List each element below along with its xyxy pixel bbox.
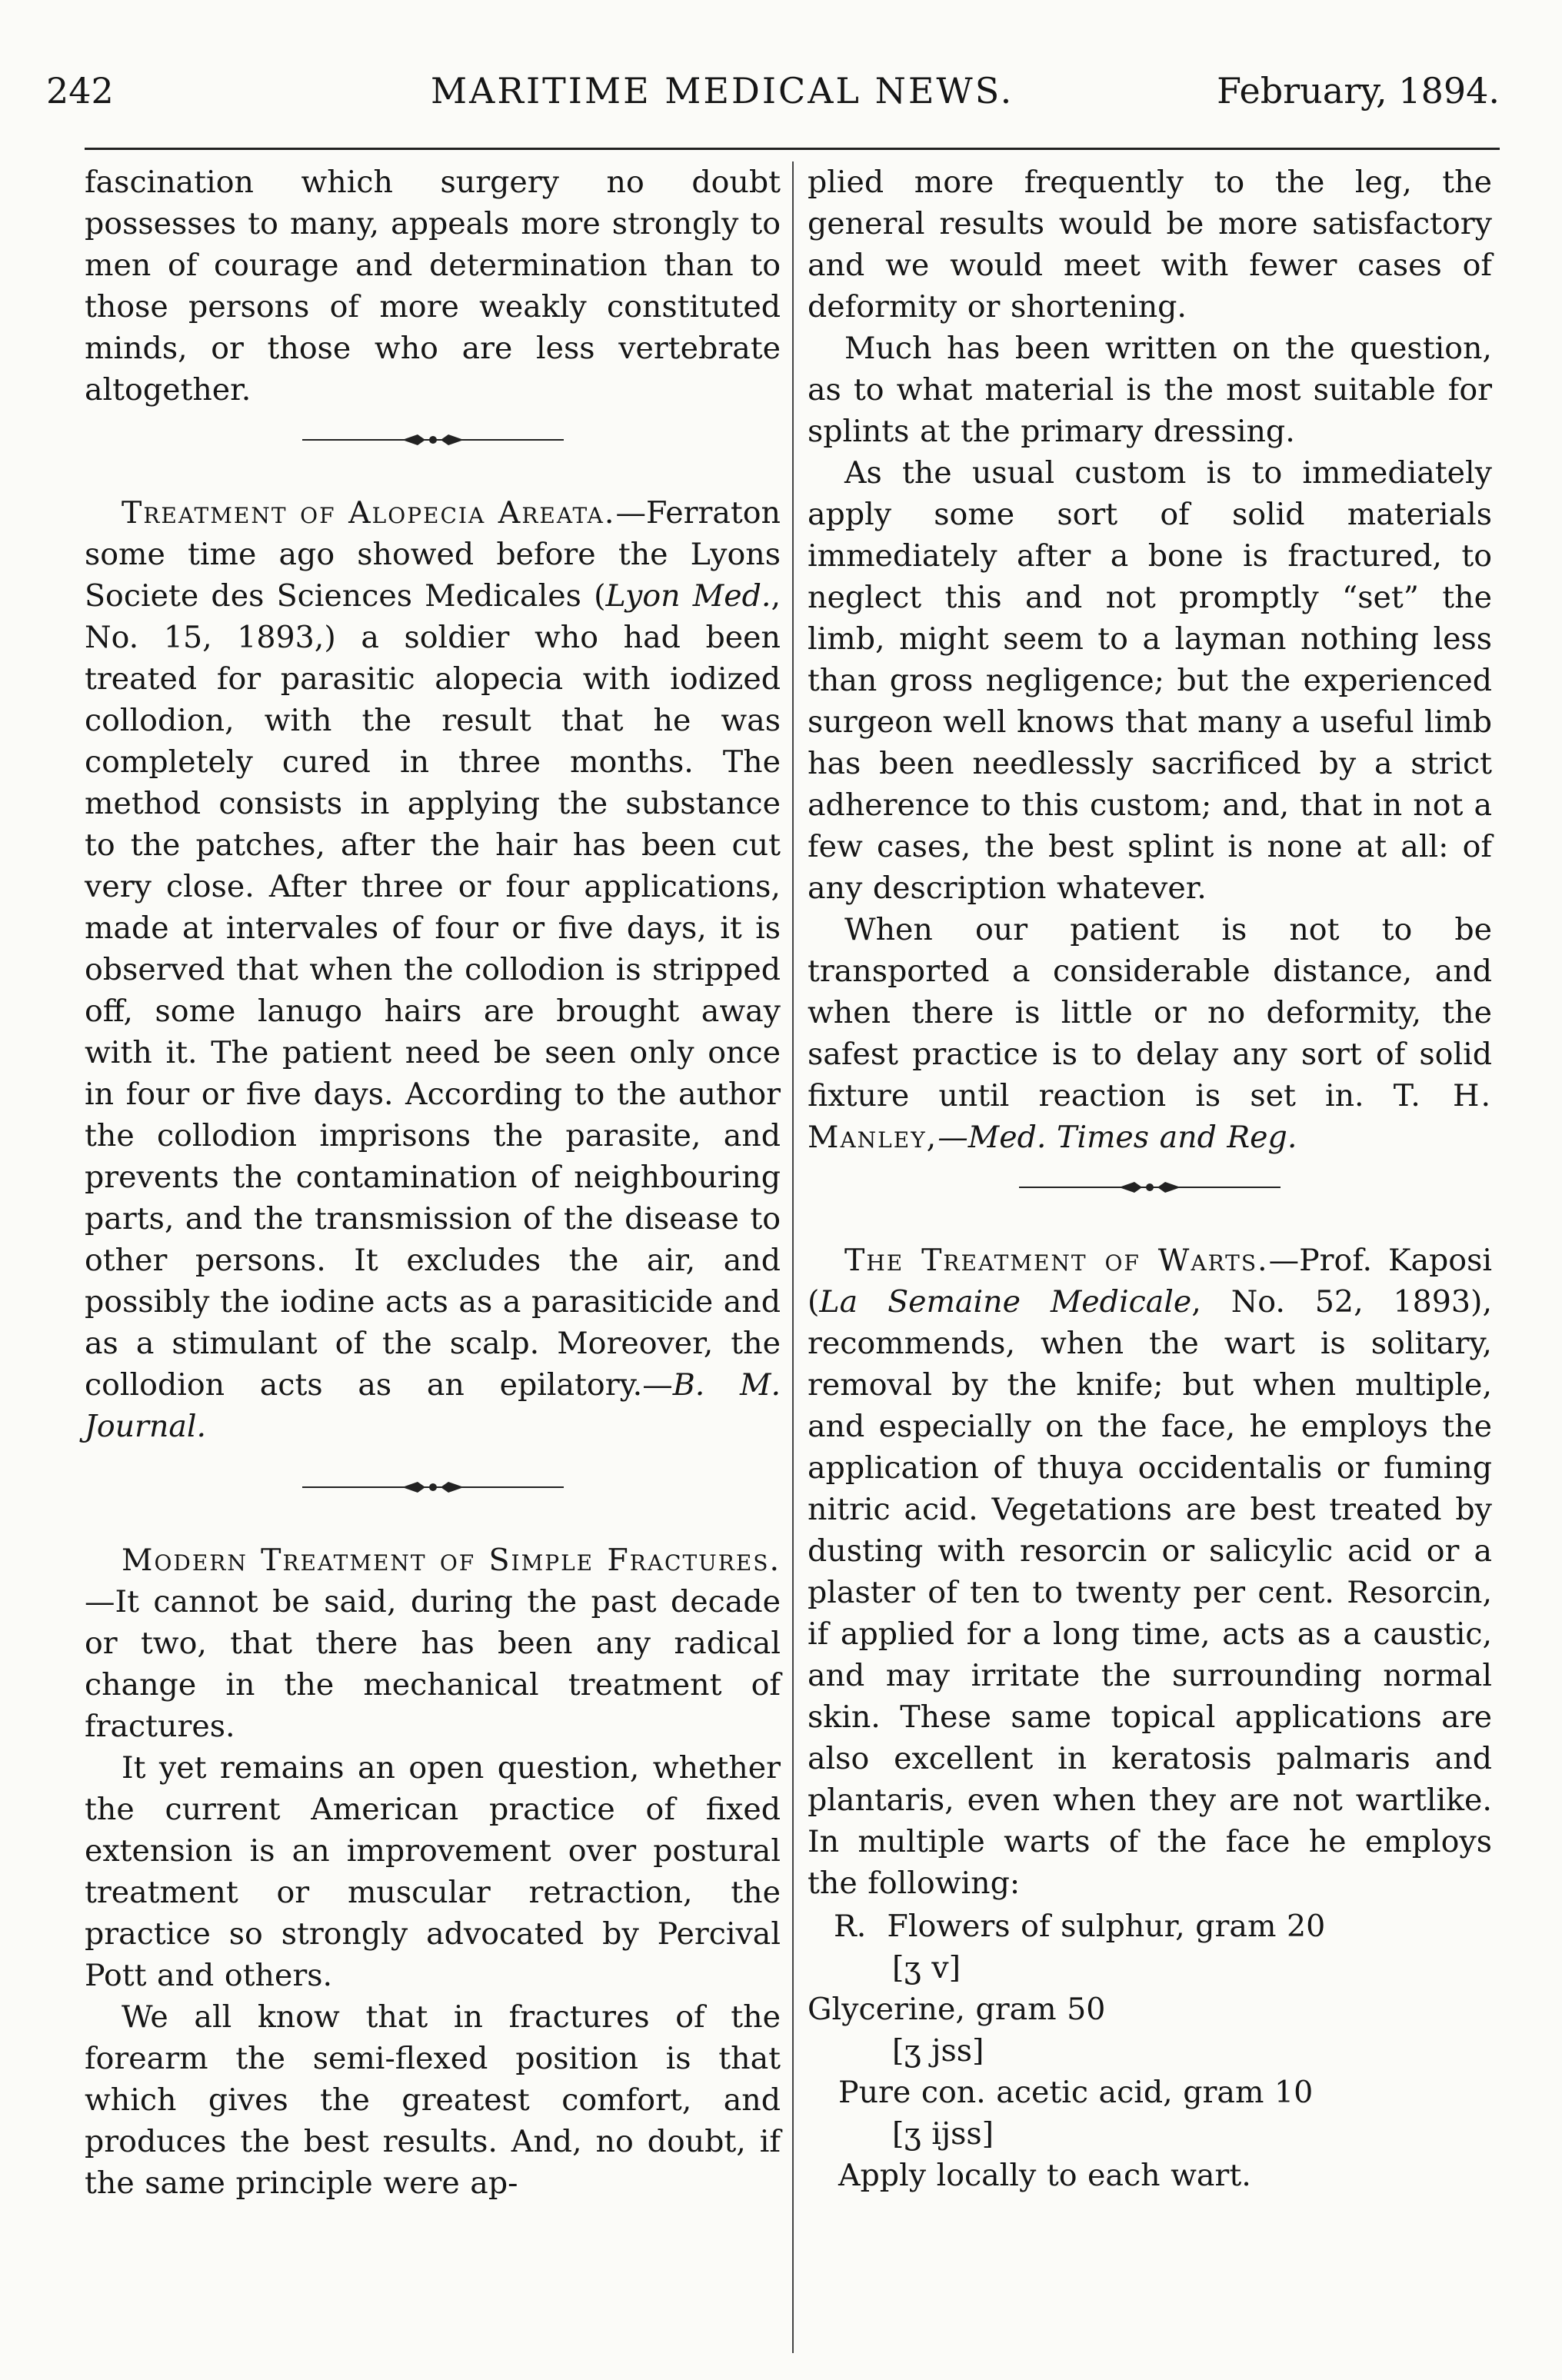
alopecia-body-2: , No. 15, 1893,) a soldier who had been treated for parasitic alopecia with iodized collodion, with the result that he was completely cured in three months. The method consists in applying the substance to the patches, after the hair has been cut very close. After three or four applications, made at intervales of four or five days, it is observed that when the collodion is stripped off, some lanugo hairs are brought away with it. The patient need be seen only once in four or five days. According to the author the collodion imprisons the parasite, and prevents the contamination of neighbouring parts, and the transmission of the disease to other persons. It excludes the air, and possibly the iodine acts as a parasiticide and as a stimulant of the scalp. Moreover, the collodion acts as an epilatory.— xyxy=(85,578,781,1403)
fractures-para-3-cont: plied more frequently to the leg, the general results would be more satisfactory and we would meet with fewer cases of deformity or shortening. xyxy=(808,165,1492,325)
fractures-para-3: We all know that in fractures of the forearm the semi-flexed position is that which gives the greatest comfort, and produces the best results. And, no doubt, if the same principle were ap- xyxy=(85,1999,781,2201)
rx-symbol: R. xyxy=(834,1909,867,1944)
column-divider xyxy=(792,161,794,2353)
page-number: 242 xyxy=(46,70,114,112)
fractures-para-2: It yet remains an open question, whether the current American practice of fixed extension is an improvement over postural treatment or muscular retraction, the practice so strongly advocated by Percival Pott and others. xyxy=(85,1750,781,1993)
fractures-title: Modern Treatment of Simple Fractures. xyxy=(122,1543,781,1578)
rx-item-1: Flowers of sulphur, gram 20 xyxy=(887,1909,1326,1944)
journal-title: MARITIME MEDICAL NEWS. xyxy=(431,70,1014,112)
fractures-source: —Med. Times and Reg. xyxy=(938,1120,1297,1155)
fractures-para-5: As the usual custom is to immediately apply some sort of solid materials immediately after a bone is fractured, to neglect this and not promptly “set” the limb, might seem to a layman nothing less than gross negligence; but the experienced surgeon well knows that many a useful limb has been needlessly sacrificed by a strict adherence to this custom; and, that in not a few cases, the best splint is none at all: of any description whatever. xyxy=(808,455,1492,906)
rx-item-3-apothecary: [ʒ ijss] xyxy=(892,2116,994,2152)
issue-date: February, 1894. xyxy=(1217,70,1500,112)
intro-paragraph: fascination which surgery no doubt possesses to many, appeals more strongly to men of courage and determination than to those persons of more weakly constituted minds, or those who are less vertebrate altogether. xyxy=(85,165,781,408)
fractures-para-6-text: When our patient is not to be transported a considerable distance, and when there is little or no deformity, the safest practice is to delay any sort of solid fixture until reaction is set in. xyxy=(808,912,1492,1113)
fractures-para-1: —It cannot be said, during the past decade or two, that there has been any radical change in the mechanical treatment of fractures. xyxy=(85,1584,781,1744)
fractures-para-6 xyxy=(808,909,1492,1158)
warts-citation: La Semaine Medicale xyxy=(819,1284,1192,1320)
fractures-article xyxy=(85,1540,781,1747)
section-ornament xyxy=(302,431,564,449)
rx-item-3: Pure con. acetic acid, gram 10 xyxy=(838,2075,1314,2110)
alopecia-article xyxy=(85,492,781,1447)
prescription xyxy=(808,1906,1492,2196)
fractures-para-4: Much has been written on the question, as to what material is the most suitable for splints at the primary dressing. xyxy=(808,331,1492,449)
rx-item-2-apothecary: [ʒ jss] xyxy=(892,2033,984,2069)
alopecia-title: Treatment of Alopecia Areata. xyxy=(122,495,616,531)
rx-item-2: Glycerine, gram 50 xyxy=(808,1992,1106,2027)
alopecia-source: B. M. Journal. xyxy=(85,1367,781,1444)
alopecia-citation: Lyon Med. xyxy=(605,578,771,614)
right-column xyxy=(808,161,1492,2196)
running-header xyxy=(46,66,1500,115)
header-rule xyxy=(85,148,1500,150)
warts-body-2: , No. 52, 1893), recommends, when the wart is solitary, removal by the knife; but when multiple, and especially on the face, he employs the application of thuya occidentalis or fuming nitric acid. Vegetations are best treated by dusting with resorcin or salicylic acid or a plaster of ten to twenty per cent. Resorcin, if applied for a long time, acts as a caustic, and may irritate the surrounding normal skin. These same topical applications are also excellent in keratosis palmaris and plantaris, even when they are not wartlike. In multiple warts of the face he employs the following: xyxy=(808,1284,1492,1901)
warts-article xyxy=(808,1240,1492,1904)
section-ornament xyxy=(302,1478,564,1496)
rx-instruction: Apply locally to each wart. xyxy=(838,2158,1251,2193)
prescription-line-1 xyxy=(808,1906,1492,1947)
fractures-author: T. H. Manley, xyxy=(808,1078,1493,1155)
warts-title: The Treatment of Warts. xyxy=(844,1243,1269,1278)
warts-body-1: —Prof. Kaposi ( xyxy=(808,1243,1492,1320)
alopecia-body-1: —Ferraton some time ago showed before the Lyons Societe des Sciences Medicales ( xyxy=(85,495,781,614)
section-ornament xyxy=(1019,1178,1281,1197)
rx-item-1-apothecary: [ʒ v] xyxy=(892,1950,961,1986)
left-column xyxy=(85,161,781,2204)
